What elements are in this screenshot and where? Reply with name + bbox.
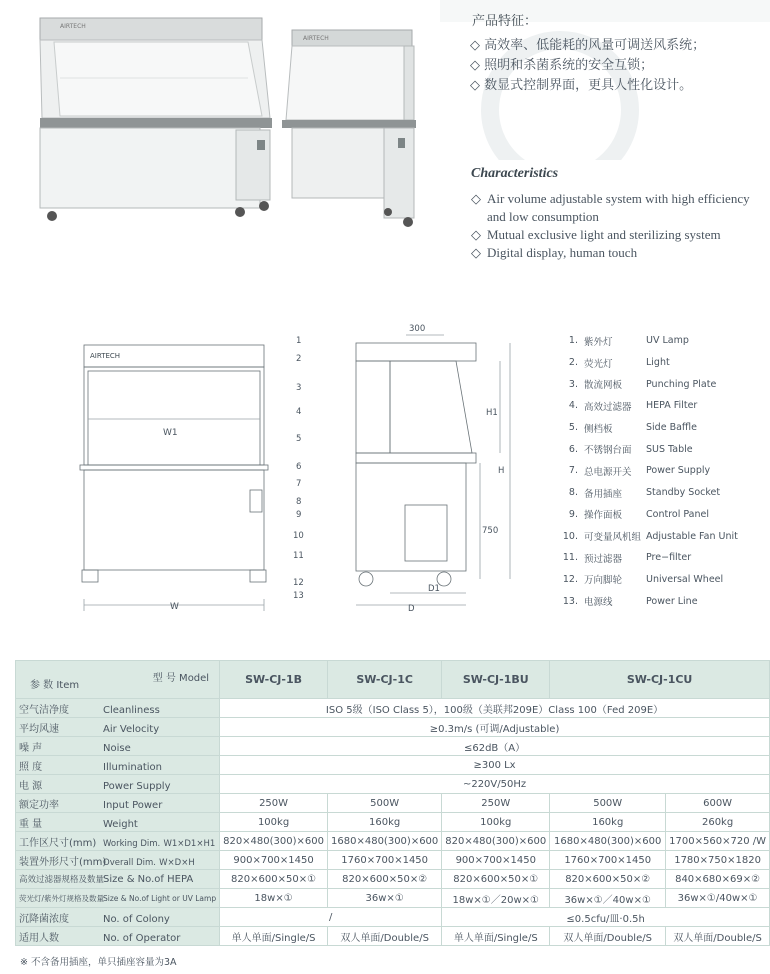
table-cell: 36w×①	[328, 889, 442, 908]
photo-brand-label: AIRTECH	[60, 23, 86, 30]
row-label-en: Air Velocity	[103, 723, 160, 735]
table-cell: 820×600×50×①	[442, 870, 550, 889]
table-cell: 250W	[442, 794, 550, 813]
legend-zh: 预过滤器	[584, 553, 623, 565]
model-header: SW-CJ-1BU	[442, 661, 550, 699]
row-label-en: Power Supply	[103, 780, 171, 792]
legend-row	[560, 417, 756, 439]
spec-table	[15, 660, 770, 946]
table-row	[16, 889, 770, 908]
table-header-row	[16, 661, 770, 699]
row-label	[16, 794, 220, 813]
dim-h1-label: H1	[486, 408, 498, 418]
callout-number: 10	[293, 531, 304, 541]
row-label-zh: 高效过滤器规格及数量	[19, 875, 105, 885]
row-label-zh: 装置外形尺寸(mm)	[19, 856, 107, 868]
legend-number: 1.	[568, 335, 578, 347]
features-en-item	[471, 244, 766, 262]
callout-number: 2	[296, 354, 302, 364]
row-label-en: Size & No.of HEPA	[103, 874, 194, 885]
table-cell: 820×600×50×①	[220, 870, 328, 889]
row-label-en: Noise	[103, 742, 131, 754]
table-row	[16, 851, 770, 870]
table-cell: 840×680×69×②	[666, 870, 770, 889]
table-row	[16, 775, 770, 794]
cabinet-photo-large	[40, 18, 272, 221]
row-label	[16, 889, 220, 908]
callout-number: 7	[296, 479, 302, 489]
legend-zh: 散流网板	[584, 380, 623, 392]
diamond-bullet-icon: ◇	[471, 227, 481, 242]
table-cell: 1760×700×1450	[550, 851, 666, 870]
features-zh-title: 产品特征：	[472, 14, 538, 29]
dim-750-label: 750	[482, 526, 499, 536]
table-cell: 900×700×1450	[442, 851, 550, 870]
row-label-en: Cleanliness	[103, 704, 160, 716]
features-en-item	[471, 190, 766, 226]
drawing-brand-label: AIRTECH	[90, 352, 121, 360]
legend-en: HEPA Filter	[646, 400, 698, 412]
features-zh-item: ◇ 照明和杀菌系统的安全互锁；	[470, 58, 654, 73]
callout-number: 9	[296, 510, 302, 520]
callout-number: 1	[296, 336, 302, 346]
row-label-en: Input Power	[103, 799, 163, 811]
dim-h-label: H	[498, 466, 505, 476]
table-row	[16, 870, 770, 889]
table-cell: 双人单面/Double/S	[666, 927, 770, 946]
legend-zh: 总电源开关	[584, 466, 632, 478]
row-label	[16, 756, 220, 775]
legend-en: Side Baffle	[646, 422, 697, 434]
item-header-label: 参 数 Item	[30, 680, 80, 691]
table-row	[16, 927, 770, 946]
table-row	[16, 908, 770, 927]
legend-row	[560, 482, 756, 504]
table-row	[16, 794, 770, 813]
dim-300-label: 300	[409, 324, 426, 334]
legend-row	[560, 352, 756, 374]
table-cell: ≤62dB（A）	[220, 737, 770, 756]
row-label	[16, 813, 220, 832]
legend-row	[560, 438, 756, 460]
legend-zh: 万向脚轮	[584, 575, 623, 587]
table-row	[16, 756, 770, 775]
features-en-item	[471, 226, 766, 244]
row-label-zh: 空气洁净度	[19, 704, 69, 716]
technical-drawing	[60, 315, 550, 615]
table-cell: 820×600×50×②	[328, 870, 442, 889]
legend-zh: 备用插座	[584, 488, 623, 500]
table-cell: 100kg	[442, 813, 550, 832]
legend-zh: 电源线	[584, 597, 613, 609]
model-header: SW-CJ-1CU	[550, 661, 770, 699]
row-label	[16, 775, 220, 794]
legend-row	[560, 504, 756, 526]
row-label-zh: 平均风速	[19, 723, 59, 735]
legend-row	[560, 569, 756, 591]
legend-number: 7.	[568, 465, 578, 477]
callout-numbers	[293, 336, 304, 601]
legend-number: 10.	[562, 530, 578, 542]
table-cell: ≤0.5cfu/皿·0.5h	[442, 908, 770, 927]
table-cell: 36w×①／40w×①	[550, 889, 666, 908]
table-cell: ≥0.3m/s (可调/Adjustable)	[220, 718, 770, 737]
table-cell: 500W	[550, 794, 666, 813]
model-header: SW-CJ-1B	[220, 661, 328, 699]
table-cell: 820×480(300)×600	[442, 832, 550, 851]
table-cell: 1780×750×1820	[666, 851, 770, 870]
row-label	[16, 699, 220, 718]
table-cell: 18w×①	[220, 889, 328, 908]
table-cell: ISO 5级（ISO Class 5），100级（美联邦209E）Class 100（Fed 209E）	[220, 699, 770, 718]
legend-row	[560, 373, 756, 395]
row-label-en: Illumination	[103, 761, 162, 773]
features-zh-item: ◇ 数显式控制界面，更具人性化设计。	[470, 78, 693, 93]
row-label-unit: W×D×H	[159, 857, 195, 868]
table-corner-header	[16, 661, 220, 699]
legend-row	[560, 525, 756, 547]
legend-en: Adjustable Fan Unit	[646, 530, 738, 542]
table-cell: 双人单面/Double/S	[328, 927, 442, 946]
row-label-en: Weight	[103, 818, 138, 830]
legend-zh: 荧光灯	[584, 358, 613, 370]
legend-en: UV Lamp	[646, 335, 689, 347]
row-label-zh: 荧光灯/紫外灯规格及数量	[19, 893, 105, 903]
legend-row	[560, 590, 756, 612]
table-cell: 1680×480(300)×600	[550, 832, 666, 851]
legend-zh: 紫外灯	[584, 336, 613, 348]
features-en-item-text: Air volume adjustable system with high efficiency and low consumption	[487, 191, 750, 224]
legend-number: 6.	[568, 443, 578, 455]
row-label-en: No. of Operator	[103, 932, 181, 944]
row-label	[16, 870, 220, 889]
legend-row	[560, 460, 756, 482]
legend-en: Standby Socket	[646, 487, 721, 499]
row-label-en: Working Dim.	[103, 838, 161, 849]
table-cell: 160kg	[328, 813, 442, 832]
table-row	[16, 813, 770, 832]
table-cell: 1680×480(300)×600	[328, 832, 442, 851]
table-cell: 36w×①/40w×①	[666, 889, 770, 908]
table-cell: 500W	[328, 794, 442, 813]
legend-zh: 可变量风机组	[584, 532, 642, 544]
row-label-zh: 噪 声	[19, 742, 43, 754]
legend-number: 5.	[568, 422, 578, 434]
row-label-zh: 照 度	[19, 761, 43, 773]
legend-en: Punching Plate	[646, 378, 717, 390]
dim-d-label: D	[408, 604, 415, 614]
legend-en: SUS Table	[646, 443, 693, 455]
row-label-zh: 电 源	[19, 780, 43, 792]
diamond-bullet-icon: ◇	[471, 245, 481, 260]
callout-number: 12	[293, 578, 304, 588]
legend-row	[560, 395, 756, 417]
table-row	[16, 718, 770, 737]
legend-number: 8.	[568, 487, 578, 499]
legend-en: Power Line	[646, 595, 698, 607]
table-cell: 双人单面/Double/S	[550, 927, 666, 946]
legend-number: 2.	[568, 357, 578, 369]
table-cell: 18w×①／20w×①	[442, 889, 550, 908]
table-cell: 820×480(300)×600	[220, 832, 328, 851]
side-view	[356, 335, 510, 605]
row-label	[16, 832, 220, 851]
row-label	[16, 927, 220, 946]
callout-number: 11	[293, 551, 304, 561]
front-view	[80, 345, 268, 611]
legend-en: Pre−filter	[646, 552, 692, 564]
legend-zh: 侧档板	[584, 423, 613, 435]
table-cell: 1760×700×1450	[328, 851, 442, 870]
legend-row	[560, 547, 756, 569]
row-label	[16, 908, 220, 927]
dim-w-label: W	[170, 602, 179, 612]
footnote: ※ 不含备用插座，单只插座容量为3A	[20, 957, 177, 968]
callout-number: 8	[296, 497, 302, 507]
callout-number: 3	[296, 383, 302, 393]
table-row	[16, 699, 770, 718]
callout-number: 13	[293, 591, 304, 601]
row-label-zh: 工作区尺寸(mm)	[19, 837, 97, 849]
legend-zh: 高效过滤器	[584, 401, 632, 413]
table-row	[16, 832, 770, 851]
legend-number: 13.	[562, 595, 578, 607]
features-en-title: Characteristics	[471, 166, 559, 181]
legend-en: Light	[646, 357, 670, 369]
legend-number: 11.	[562, 552, 578, 564]
callout-number: 6	[296, 462, 302, 472]
legend-number: 9.	[568, 508, 578, 520]
product-photos	[0, 0, 450, 232]
legend-en: Power Supply	[646, 465, 711, 477]
model-header-label: 型 号 Model	[152, 673, 210, 684]
table-cell: 1700×560×720 /W	[666, 832, 770, 851]
row-label	[16, 718, 220, 737]
legend-en: Universal Wheel	[646, 573, 724, 585]
legend-number: 4.	[568, 400, 578, 412]
table-cell: 单人单面/Single/S	[442, 927, 550, 946]
legend-row	[560, 330, 756, 352]
legend-zh: 操作面板	[584, 510, 623, 522]
row-label-zh: 沉降菌浓度	[19, 913, 69, 925]
features-zh-item: ◇ 高效率、低能耗的风量可调送风系统；	[470, 38, 706, 53]
callout-number: 4	[296, 407, 302, 417]
legend-en: Control Panel	[646, 508, 709, 520]
parts-legend	[560, 330, 756, 612]
table-cell: 100kg	[220, 813, 328, 832]
table-cell: 160kg	[550, 813, 666, 832]
row-label-zh: 适用人数	[19, 932, 59, 944]
features-en-item-text: Mutual exclusive light and sterilizing system	[487, 227, 721, 242]
table-cell: /	[220, 908, 442, 927]
dim-d1-label: D1	[428, 584, 440, 594]
cabinet-photo-small	[282, 30, 416, 227]
row-label	[16, 737, 220, 756]
table-cell: 600W	[666, 794, 770, 813]
table-row	[16, 737, 770, 756]
table-cell: 900×700×1450	[220, 851, 328, 870]
model-header: SW-CJ-1C	[328, 661, 442, 699]
row-label	[16, 851, 220, 870]
row-label-zh: 额定功率	[19, 799, 59, 811]
table-cell: 250W	[220, 794, 328, 813]
legend-number: 12.	[562, 573, 578, 585]
legend-zh: 不锈钢台面	[584, 445, 632, 457]
features-zh-list	[470, 36, 705, 96]
dim-w1-label: W1	[163, 428, 178, 438]
table-cell: 260kg	[666, 813, 770, 832]
features-en-item-text: Digital display, human touch	[487, 245, 638, 260]
row-label-zh: 重 量	[19, 818, 43, 830]
table-cell: 820×600×50×②	[550, 870, 666, 889]
diamond-bullet-icon: ◇	[471, 191, 481, 206]
table-cell: ≥300 Lx	[220, 756, 770, 775]
row-label-en: Size & No.of Light or UV Lamp	[103, 893, 217, 903]
row-label-en: Overall Dim.	[103, 857, 156, 868]
legend-number: 3.	[568, 378, 578, 390]
row-label-unit: W1×D1×H1	[163, 838, 216, 849]
row-label-en: No. of Colony	[103, 913, 170, 925]
table-cell: ~220V/50Hz	[220, 775, 770, 794]
callout-number: 5	[296, 434, 302, 444]
table-cell: 单人单面/Single/S	[220, 927, 328, 946]
features-en-list	[471, 190, 766, 262]
photo-brand-label-2: AIRTECH	[303, 35, 329, 42]
